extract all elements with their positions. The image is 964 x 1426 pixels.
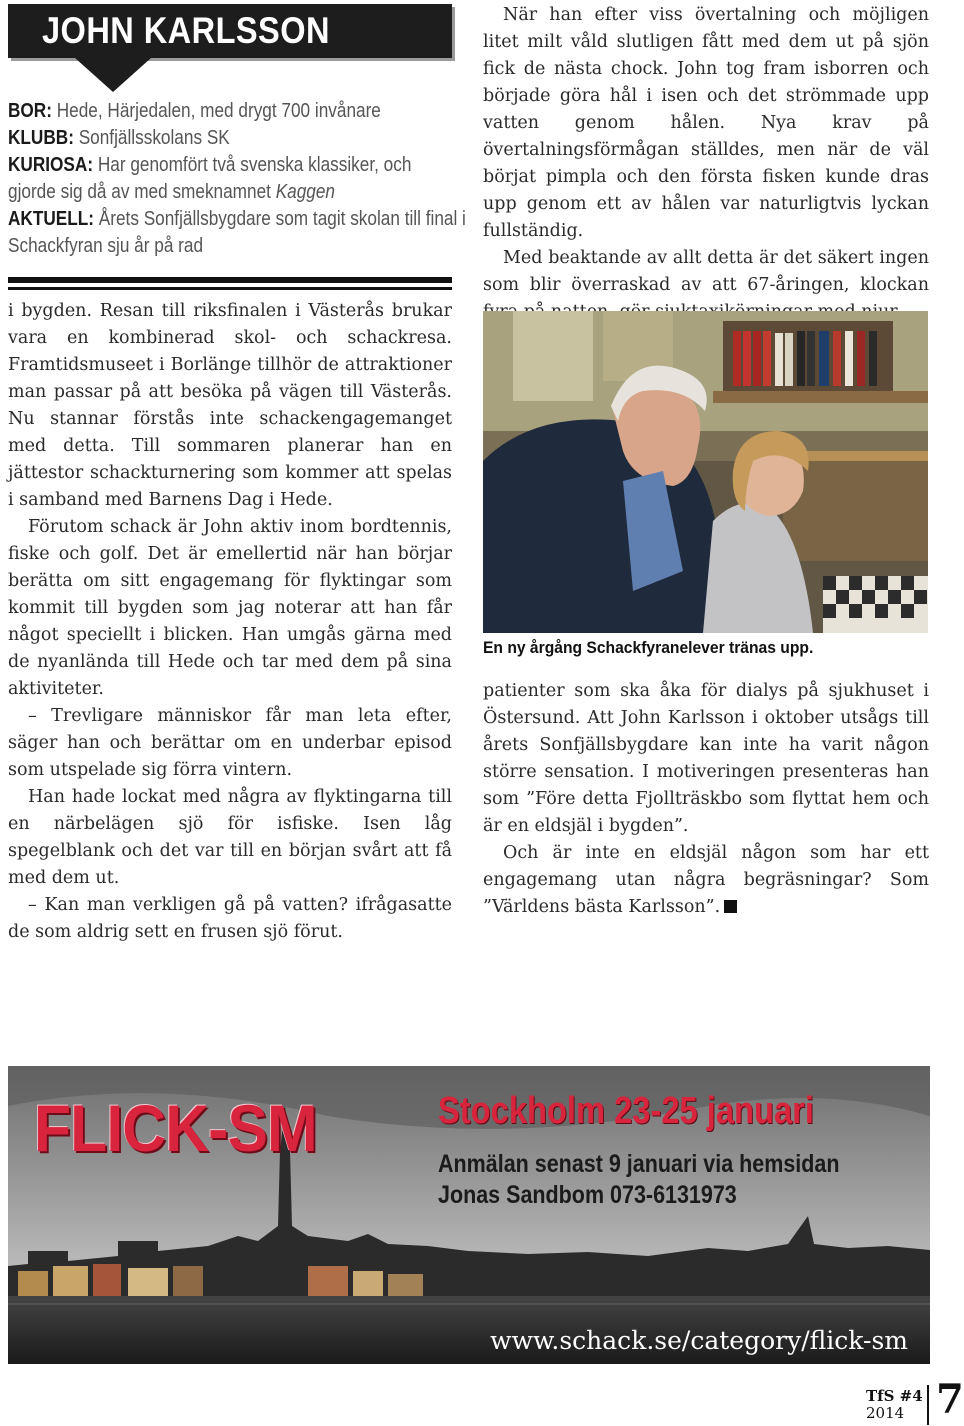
photo-illustration [483,311,928,633]
fact-row: Schackfyran sju år på rad [8,235,204,257]
ad-contact-info: Jonas Sandbom 073-6131973 [438,1181,737,1209]
paragraph: Förutom schack är John aktiv inom bordtennis, fiske och golf. Det är emellertid när han börjar berätta om sitt engagemang för flyktingar som kommit till bygden som jag noterar att han får något speciellt i blicken. Han umgås gärna med de nyanlända till Hede och tar med dem på sina aktiviteter. [8,517,452,699]
article-right-column-bottom [483,678,929,921]
banner-arrow [75,58,151,92]
ad-registration-info: Anmälan senast 9 januari via hemsidan [438,1150,840,1178]
fact-row: KURIOSA: Har genomfört två svenska klassiker, och [8,154,412,176]
ad-url-link[interactable]: www.schack.se/category/flick-sm [490,1326,908,1355]
paragraph: – Trevligare människor får man leta efter, säger han och berättar om en underbar episod som utspelade sig förra vintern. [8,706,452,780]
fact-row: AKTUELL: Årets Sonfjällsbygdare som tagit skolan till final i [8,208,466,230]
paragraph: i bygden. Resan till riksfinalen i Västerås brukar vara en kombinerad skol- och schackresa. Framtidsmuseet i Borlänge tillhör de attraktioner man passar på att besöka på vägen till Västerås. Nu stannar förstås inte schackengagemanget med detta. Till sommaren planerar han en jättestor schackturnering som kommer att spelas i samband med Barnens Dag i Hede. [8,301,452,510]
paragraph: Han hade lockat med några av flyktingarna till en närbelägen sjö för isfiske. Isen låg spegelblank och det var till en början svårt att få med dem ut. [8,787,452,888]
paragraph: – Kan man verkligen gå på vatten? ifrågasatte de som aldrig sett en frusen sjö förut. [8,895,452,942]
paragraph: När han efter viss övertalning och möjligen litet milt våld slutligen fått med dem ut på sjön fick de nästa chock. John tog fram isborren och började göra hål i isen och det strömmade upp vatten genom hålen. Nya krav på övertalningsförmågan ställdes, men när de väl börjat pimpla och den första fisken kunde dras upp genom ett av hålen var naturligtvis lyckan fullständig. [483,5,929,241]
end-mark-icon [724,900,737,913]
fact-box [8,98,466,260]
paragraph: Med beaktande av allt detta är det säkert ingen som blir överraskad av att 67-åringen, klockan [483,248,929,295]
folio-divider [927,1385,929,1425]
publication-year: 2014 [866,1404,905,1422]
photo-caption: En ny årgång Schackfyranelever tränas upp. [483,638,814,657]
closing-text: Och är inte en eldsjäl någon som har ett engagemang utan några begräsningar? Som ”Världens bästa Karlsson”. [483,843,929,917]
ad-title: FLICK-SM [34,1091,317,1165]
paragraph: patienter som ska åka för dialys på sjukhuset i Östersund. Att John Karlsson i oktober utsågs till årets Sonfjällsbygdare kan inte ha varit någon större sensation. I motiveringen presenteras han som ”Före detta Fjollträskbo som flyttat hem och är en eldsjäl i bygden”. [483,681,929,836]
fact-row: gjorde sig då av med smeknamnet Kaggen [8,181,336,203]
fact-row: BOR: Hede, Härjedalen, med drygt 700 invånare [8,100,381,122]
photo-chess-lesson [483,311,928,633]
article-right-column-top [483,2,929,326]
flick-sm-advertisement [8,1066,930,1364]
ad-date-location: Stockholm 23-25 januari [438,1090,814,1132]
publication-name: TfS #4 [866,1387,923,1405]
divider-thick [8,277,452,283]
divider-thin [8,287,452,290]
page-number: 7 [936,1376,964,1423]
paragraph [483,840,929,921]
name-banner [8,4,452,58]
profile-name: JOHN KARLSSON [42,10,330,51]
article-left-column [8,298,452,946]
publication-info [866,1388,923,1422]
fact-row: KLUBB: Sonfjällsskolans SK [8,127,230,149]
